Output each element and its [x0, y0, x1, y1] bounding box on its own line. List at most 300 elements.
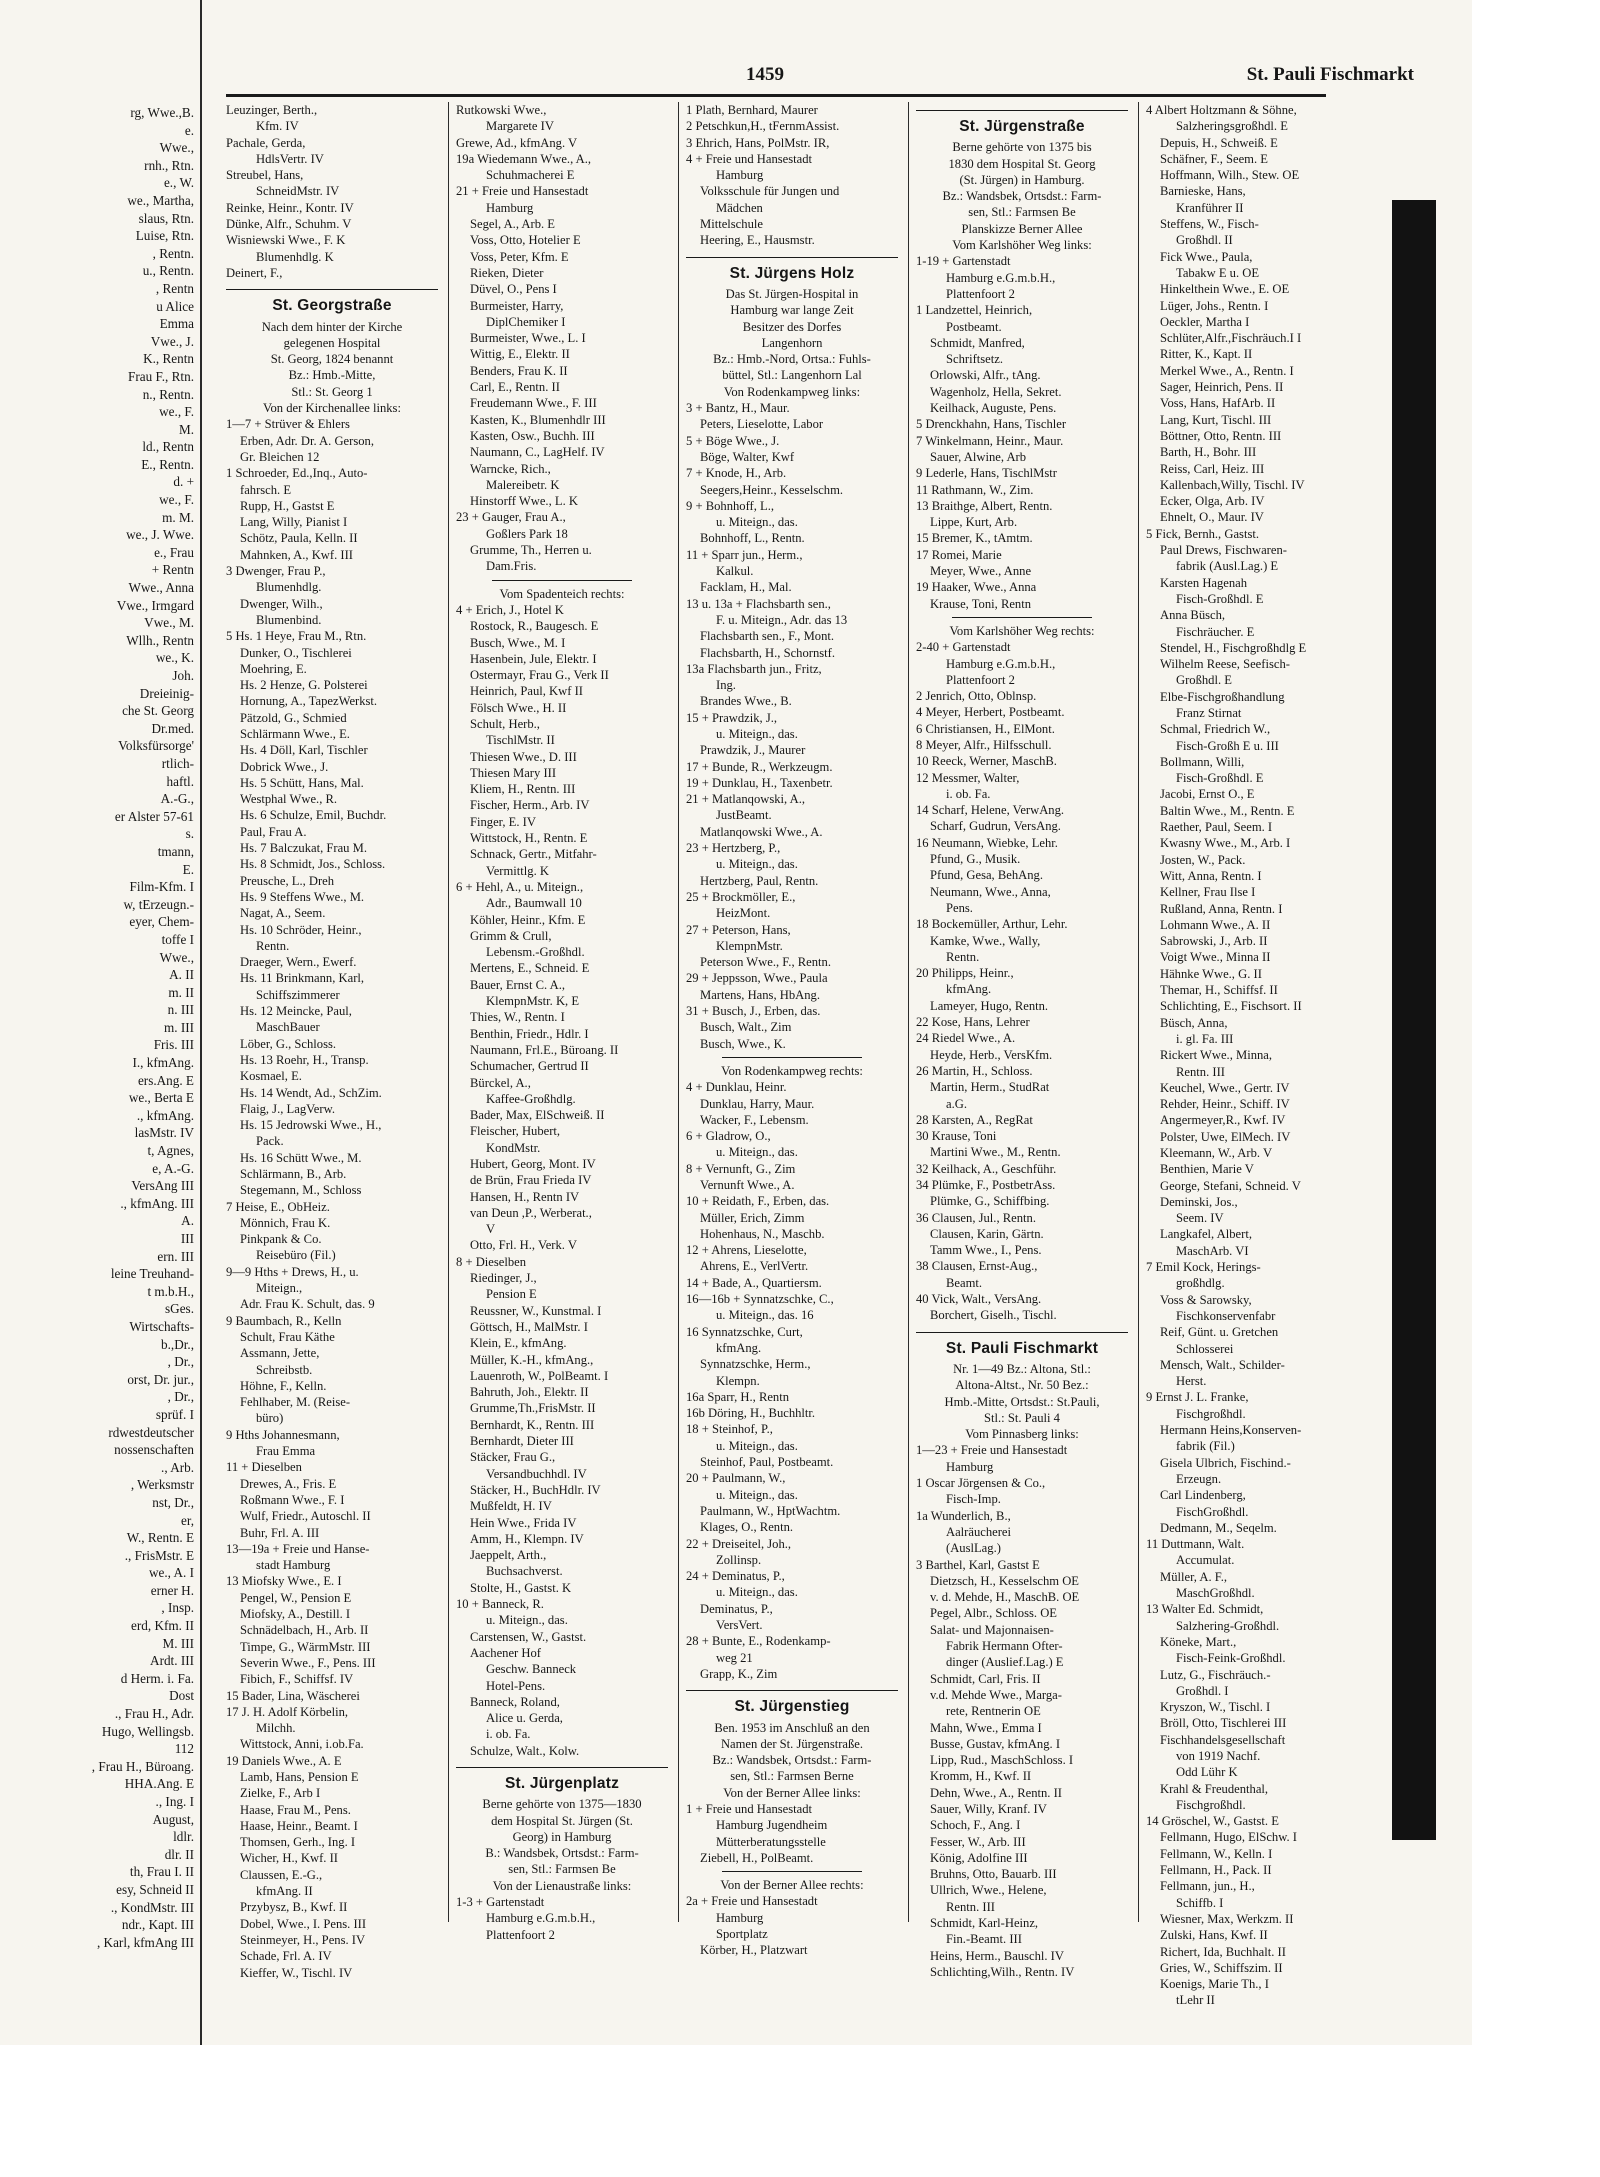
directory-entry: Busch, Wwe., K.	[700, 1036, 786, 1051]
directory-entry: Großhdl. II	[1176, 233, 1233, 248]
directory-entry: 1a Wunderlich, B.,	[916, 1508, 1011, 1523]
street-note: Hamburg war lange Zeit	[730, 303, 854, 318]
directory-entry: Adr., Baumwall 10	[486, 896, 582, 911]
street-heading: St. Jürgenstraße	[916, 110, 1128, 135]
directory-entry: Salzheringsgroßhdl. E	[1176, 119, 1288, 134]
directory-entry: Fabrik Hermann Ofter-	[946, 1639, 1063, 1654]
directory-entry: Claussen, E.-G.,	[240, 1867, 323, 1882]
directory-entry: Goßlers Park 18	[486, 526, 568, 541]
directory-entry: Freudemann Wwe., F. III	[470, 396, 597, 411]
facing-page-line: d Herm. i. Fa.	[120, 1670, 194, 1686]
directory-entry: 38 Clausen, Ernst-Aug.,	[916, 1259, 1038, 1274]
directory-entry: Bruhns, Otto, Bauarb. III	[930, 1867, 1057, 1882]
directory-entry: Franz Stirnat	[1176, 705, 1242, 720]
directory-entry: Rentn.	[946, 949, 980, 964]
facing-page-line: , Dr.,	[167, 1354, 194, 1370]
directory-entry: Dam.Fris.	[486, 559, 537, 574]
street-heading: St. Jürgens Holz	[686, 257, 898, 282]
directory-entry: Thiesen Wwe., D. III	[470, 749, 577, 764]
directory-entry: Oeckler, Martha I	[1160, 314, 1250, 329]
directory-entry: Rickert Wwe., Minna,	[1160, 1048, 1273, 1063]
directory-entry: 16—16b + Synnatzschke, C.,	[686, 1292, 834, 1307]
facing-page-line: we., Martha,	[127, 192, 194, 208]
directory-entry: Fleischer, Hubert,	[470, 1124, 561, 1139]
directory-entry: Fischhandelsgesellschaft	[1160, 1732, 1286, 1747]
directory-entry: Milchh.	[256, 1721, 296, 1736]
directory-entry: Schult, Herb.,	[470, 716, 540, 731]
directory-entry: Wacker, F., Lebensm.	[700, 1112, 809, 1127]
directory-entry: Grimm & Crull,	[470, 928, 552, 943]
facing-page-line: m. II	[168, 984, 194, 1000]
facing-page-line: esy, Schneid II	[116, 1881, 194, 1897]
directory-entry: Deinert, F.,	[226, 265, 283, 280]
directory-entry: 10 + Banneck, R.	[456, 1597, 544, 1612]
facing-page-line: Ardt. III	[150, 1653, 194, 1669]
street-note: Berne gehörte von 1375—1830	[482, 1797, 642, 1812]
directory-entry: Benthin, Friedr., Hdlr. I	[470, 1026, 589, 1041]
directory-entry: 2 Petschkun,H., tFernmAssist.	[686, 119, 840, 134]
directory-entry: 5 Drenckhahn, Hans, Tischler	[916, 417, 1067, 432]
directory-entry: Fellmann, H., Pack. II	[1160, 1863, 1272, 1878]
directory-entry: 19 + Dunklau, H., Taxenbetr.	[686, 775, 833, 790]
street-note: Stl.: St. Pauli 4	[984, 1410, 1060, 1425]
facing-page-line: Hugo, Wellingsb.	[101, 1723, 194, 1739]
directory-entry: 29 + Jeppsson, Wwe., Paula	[686, 971, 828, 986]
facing-page-line: ers.Ang. E	[137, 1072, 194, 1088]
directory-entry: Preusche, L., Dreh	[240, 873, 335, 888]
street-note: Vom Pinnasberg links:	[965, 1427, 1079, 1442]
directory-entry: Stolte, H., Gastst. K	[470, 1580, 572, 1595]
directory-entry: 16 Neumann, Wiebke, Lehr.	[916, 835, 1058, 850]
directory-entry: Müller, A. F.,	[1160, 1569, 1228, 1584]
directory-entry: Schulze, Walt., Kolw.	[470, 1743, 580, 1758]
facing-page-line: e., Frau	[154, 544, 194, 560]
directory-entry: Voss & Sarowsky,	[1160, 1292, 1252, 1307]
directory-entry: 14 Scharf, Helene, VerwAng.	[916, 803, 1065, 818]
directory-entry: Hamburg e.G.m.b.H.,	[486, 1911, 596, 1926]
directory-entry: Riedinger, J.,	[470, 1271, 537, 1286]
street-note: Von Rodenkampweg rechts:	[721, 1063, 863, 1078]
directory-entry: V	[486, 1222, 496, 1237]
directory-entry: 9 Baumbach, R., Kelln	[226, 1313, 342, 1328]
directory-entry: Anna Büsch,	[1160, 608, 1226, 623]
directory-entry: Dietzsch, H., Kesselschm OE	[930, 1573, 1079, 1588]
directory-entry: 9 Ernst J. L. Franke,	[1146, 1390, 1249, 1405]
directory-entry: Burmeister, Wwe., L. I	[470, 331, 586, 346]
directory-entry: 3 + Bantz, H., Maur.	[686, 401, 790, 416]
facing-page-line: th, Frau I. II	[129, 1864, 194, 1880]
directory-entry: Heering, E., Hausmstr.	[700, 233, 815, 248]
directory-entry: Höhne, F., Kelln.	[240, 1378, 327, 1393]
directory-entry: Schade, Frl. A. IV	[240, 1949, 332, 1964]
directory-entry: i. ob. Fa.	[486, 1727, 531, 1742]
directory-entry: Großhdl. I	[1176, 1683, 1229, 1698]
directory-entry: Klein, E., kfmAng.	[470, 1336, 567, 1351]
directory-entry: Löber, G., Schloss.	[240, 1036, 337, 1051]
directory-entry: Kwasny Wwe., M., Arb. I	[1160, 836, 1291, 851]
directory-entry: 9—9 Hths + Drews, H., u.	[226, 1264, 359, 1279]
directory-entry: Naumann, Frl.E., Büroang. II	[470, 1042, 619, 1057]
directory-entry: u. Miteign., das.	[486, 1613, 568, 1628]
directory-entry: Mensch, Walt., Schilder-	[1160, 1357, 1285, 1372]
facing-page-line: E., Rentn.	[141, 456, 194, 472]
directory-entry: Pfund, Gesa, BehAng.	[930, 868, 1043, 883]
directory-entry: Dedmann, M., Seqelm.	[1160, 1520, 1277, 1535]
directory-entry: Großhdl. E	[1176, 673, 1232, 688]
directory-entry: Versandbuchhdl. IV	[486, 1466, 587, 1481]
directory-entry: Schnack, Gertr., Mitfahr-	[470, 847, 597, 862]
street-note: Von der Lienaustraße links:	[492, 1878, 632, 1893]
directory-entry: Paulmann, W., HptWachtm.	[700, 1503, 841, 1518]
directory-entry: Odd Lühr K	[1176, 1765, 1238, 1780]
directory-entry: Vernunft Wwe., A.	[700, 1178, 795, 1192]
directory-entry: VersVert.	[716, 1618, 763, 1633]
directory-entry: Mertens, E., Schneid. E	[470, 961, 590, 976]
directory-entry: Steffens, W., Fisch-	[1160, 217, 1259, 232]
directory-entry: Hs. 9 Steffens Wwe., M.	[240, 889, 365, 904]
directory-entry: Körber, H., Platzwart	[700, 1943, 808, 1958]
directory-entry: 19 Haaker, Wwe., Anna	[916, 580, 1037, 595]
directory-entry: Fellmann, W., Kelln. I	[1160, 1846, 1273, 1861]
directory-entry: kfmAng. II	[256, 1884, 313, 1899]
directory-entry: 14 + Bade, A., Quartiersm.	[686, 1275, 822, 1290]
facing-page-line: nossenschaften	[114, 1442, 194, 1458]
street-note: St. Georg, 1824 benannt	[270, 352, 394, 367]
directory-entry: Brandes Wwe., B.	[700, 694, 792, 709]
directory-entry: 20 Philipps, Heinr.,	[916, 966, 1014, 981]
directory-entry: Barnieske, Hans,	[1160, 184, 1246, 199]
directory-entry: Haase, Heinr., Beamt. I	[240, 1818, 358, 1833]
section-rule	[492, 580, 632, 581]
directory-entry: Rentn. III	[946, 1899, 995, 1914]
facing-page-line: slaus, Rtn.	[138, 210, 194, 226]
column-3	[686, 102, 898, 1958]
directory-entry: Düvel, O., Pens I	[470, 282, 557, 297]
directory-entry: Thomsen, Gerh., Ing. I	[240, 1835, 356, 1850]
directory-entry: Hs. 16 Schütt Wwe., M.	[240, 1150, 362, 1165]
directory-entry: v. d. Mehde, H., MaschB. OE	[930, 1590, 1080, 1605]
directory-entry: Fehlhaber, M. (Reise-	[240, 1395, 351, 1410]
directory-entry: Lutz, G., Fischräuch.-	[1160, 1667, 1271, 1682]
directory-entry: Heinrich, Paul, Kwf II	[470, 684, 583, 699]
facing-page-line: we., J. Wwe.	[126, 527, 194, 543]
directory-entry: Erzeugn.	[1176, 1471, 1222, 1486]
directory-entry: Wagenholz, Hella, Sekret.	[930, 384, 1062, 399]
street-heading: St. Jürgenplatz	[456, 1767, 668, 1792]
directory-entry: Kranführer II	[1176, 200, 1244, 215]
directory-entry: 1 Landzettel, Heinrich,	[916, 303, 1033, 318]
facing-page-line: e.	[184, 122, 194, 138]
directory-entry: 4 Meyer, Herbert, Postbeamt.	[916, 705, 1065, 720]
directory-entry: Schumacher, Gertrud II	[470, 1059, 589, 1074]
directory-entry: Dehn, Wwe., A., Rentn. II	[930, 1785, 1062, 1800]
directory-entry: Zulski, Hans, Kwf. II	[1160, 1928, 1268, 1943]
directory-entry: Köhler, Heinr., Kfm. E	[470, 912, 586, 927]
directory-entry: Bernhardt, Dieter III	[470, 1434, 574, 1449]
directory-entry: Kalkul.	[716, 564, 754, 579]
directory-entry: Lebensm.-Großhdl.	[486, 945, 585, 960]
facing-page-line: we., Berta E	[128, 1090, 194, 1106]
directory-entry: Ing.	[716, 678, 736, 693]
facing-page-line: eyer, Chem-	[129, 914, 194, 930]
directory-entry: u. Miteign., das.	[716, 1145, 798, 1160]
directory-entry: Klages, O., Rentn.	[700, 1520, 794, 1535]
directory-entry: Seegers,Heinr., Kesselschm.	[700, 482, 844, 497]
directory-entry: Kieffer, W., Tischl. IV	[240, 1965, 353, 1980]
directory-entry: Kosmael, E.	[240, 1069, 302, 1084]
directory-entry: Dwenger, Wilh.,	[240, 596, 323, 611]
directory-entry: Kamke, Wwe., Wally,	[930, 933, 1041, 948]
facing-page-line: , Karl, kfmAng III	[96, 1934, 194, 1950]
directory-entry: 16a Sparr, H., Rentn	[686, 1389, 790, 1404]
directory-entry: 6 Christiansen, H., ElMont.	[916, 721, 1055, 736]
directory-entry: Aachener Hof	[470, 1645, 541, 1660]
directory-entry: Borchert, Giselh., Tischl.	[930, 1308, 1057, 1323]
directory-entry: Bröll, Otto, Tischlerei III	[1160, 1716, 1287, 1731]
facing-page-line: s.	[185, 826, 194, 842]
directory-entry: Pegel, Albr., Schloss. OE	[930, 1606, 1057, 1621]
facing-page-line: lasMstr. IV	[134, 1125, 194, 1141]
directory-entry: Pätzold, G., Schmied	[240, 710, 347, 725]
directory-entry: Lauenroth, W., PolBeamt. I	[470, 1368, 609, 1383]
directory-entry: Erben, Adr. Dr. A. Gerson,	[240, 433, 374, 448]
directory-entry: 13 Braithge, Albert, Rentn.	[916, 498, 1053, 513]
directory-entry: 17 J. H. Adolf Körbelin,	[226, 1704, 349, 1719]
directory-entry: 30 Krause, Toni	[916, 1129, 997, 1144]
directory-entry: 1 Plath, Bernhard, Maurer	[686, 103, 818, 117]
directory-entry: Schlosserei	[1176, 1341, 1234, 1356]
directory-entry: Raether, Paul, Seem. I	[1160, 820, 1273, 835]
street-note: Bz.: Wandsbek, Ortsdst.: Farm-	[712, 1753, 872, 1768]
directory-entry: Langkafel, Albert,	[1160, 1227, 1252, 1242]
directory-entry: 1-19 + Gartenstadt	[916, 254, 1011, 269]
directory-entry: Bürckel, A.,	[470, 1075, 531, 1090]
facing-page-line: Luise, Rtn.	[135, 228, 194, 244]
directory-entry: 36 Clausen, Jul., Rentn.	[916, 1210, 1036, 1225]
facing-page-line: ., Ing. I	[155, 1794, 194, 1809]
directory-entry: 4 + Freie und Hansestadt	[686, 151, 813, 166]
directory-entry: Hs. 11 Brinkmann, Karl,	[240, 971, 365, 986]
directory-entry: Bahruth, Joh., Elektr. II	[470, 1385, 589, 1400]
directory-entry: Martens, Hans, HbAng.	[700, 987, 820, 1002]
directory-entry: Hoffmann, Wilh., Stew. OE	[1160, 168, 1300, 183]
directory-entry: Köneke, Mart.,	[1160, 1634, 1237, 1649]
directory-entry: Martini Wwe., M., Rentn.	[930, 1145, 1061, 1160]
facing-page-line: dlr. II	[164, 1846, 194, 1862]
facing-page-line: w, tErzeugn.-	[123, 896, 194, 912]
directory-entry: Carstensen, W., Gastst.	[470, 1629, 587, 1644]
directory-entry: Baltin Wwe., M., Rentn. E	[1160, 803, 1295, 818]
directory-entry: Barth, H., Bohr. III	[1160, 445, 1257, 460]
directory-entry: Moehring, E.	[240, 661, 307, 676]
directory-entry: Rehder, Heinr., Schiff. IV	[1160, 1097, 1290, 1112]
directory-entry: Jacobi, Ernst O., E	[1160, 787, 1255, 802]
facing-page-line: haftl.	[166, 773, 194, 789]
directory-entry: 12 Messmer, Walter,	[916, 770, 1020, 785]
directory-entry: Schäfner, F., Seem. E	[1160, 151, 1268, 166]
directory-entry: Deminski, Jos.,	[1160, 1194, 1238, 1209]
directory-entry: MaschBauer	[256, 1020, 320, 1035]
directory-entry: Depuis, H., Schweiß. E	[1160, 135, 1278, 150]
facing-page-line: , Insp.	[161, 1600, 194, 1616]
directory-entry: 9 Lederle, Hans, TischlMstr	[916, 466, 1057, 481]
directory-entry: Hs. 2 Henze, G. Polsterei	[240, 678, 368, 693]
directory-entry: 5 Fick, Bernh., Gastst.	[1146, 526, 1259, 541]
street-note: Langenhorn	[761, 335, 823, 350]
column-2	[456, 102, 668, 1942]
street-note: Von Rodenkampweg links:	[723, 384, 861, 399]
facing-page-line: sGes.	[165, 1301, 194, 1317]
street-note: (St. Jürgen) in Hamburg.	[959, 172, 1085, 187]
facing-page-line: we., F.	[159, 492, 194, 508]
directory-entry: 21 + Matlanqowski, A.,	[686, 792, 806, 807]
directory-entry: Themar, H., Schiffsf. II	[1160, 983, 1278, 998]
directory-entry: rete, Rentnerin OE	[946, 1704, 1041, 1719]
directory-entry: Hamburg	[946, 1459, 994, 1474]
street-note: Namen der St. Jürgenstraße.	[720, 1736, 864, 1751]
directory-entry: Prawdzik, J., Maurer	[700, 743, 806, 758]
directory-entry: Kromm, H., Kwf. II	[930, 1769, 1032, 1784]
directory-entry: Rupp, H., Gastst E	[240, 498, 335, 513]
facing-page-line: ., Frau H., Adr.	[114, 1706, 194, 1722]
directory-entry: Nagat, A., Seem.	[240, 906, 326, 921]
street-heading: St. Jürgenstieg	[686, 1690, 898, 1715]
directory-entry: 8 + Dieselben	[456, 1254, 527, 1269]
facing-page-line: tmann,	[157, 843, 194, 859]
directory-entry: Hamburg	[486, 200, 534, 215]
directory-entry: Hs. 14 Wendt, Ad., SchZim.	[240, 1085, 382, 1100]
directory-entry: Ziebell, H., PolBeamt.	[700, 1850, 814, 1865]
directory-entry: Koenigs, Marie Th., I	[1160, 1977, 1269, 1992]
directory-entry: u. Miteign., das.	[716, 857, 798, 872]
directory-entry: Severin Wwe., F., Pens. III	[240, 1655, 376, 1670]
directory-entry: Peters, Lieselotte, Labor	[700, 417, 824, 432]
column-5	[1146, 102, 1358, 2008]
directory-entry: Schlärmann Wwe., E.	[240, 726, 350, 741]
directory-entry: TischlMstr. II	[486, 733, 555, 748]
directory-entry: Rußland, Anna, Rentn. I	[1160, 901, 1283, 916]
directory-entry: Hinstorff Wwe., L. K	[470, 494, 578, 509]
directory-entry: 24 Riedel Wwe., A.	[916, 1031, 1016, 1046]
facing-page-line: er,	[180, 1512, 194, 1528]
directory-entry: Fesser, W., Arb. III	[930, 1834, 1026, 1849]
directory-entry: Bohnhoff, L., Rentn.	[700, 531, 805, 546]
directory-entry: Fölsch Wwe., H. II	[470, 700, 567, 715]
directory-entry: Miteign.,	[256, 1281, 303, 1296]
directory-entry: Drewes, A., Fris. E	[240, 1476, 337, 1491]
directory-entry: Lippe, Kurt, Arb.	[930, 515, 1018, 530]
page-number: 1459	[746, 64, 784, 85]
directory-entry: Mahnken, A., Kwf. III	[240, 547, 353, 562]
directory-entry: Pachale, Gerda,	[226, 135, 306, 150]
street-note: Planskizze Berner Allee	[961, 221, 1083, 236]
directory-entry: 27 + Peterson, Hans,	[686, 922, 791, 937]
directory-entry: Ehnelt, O., Maur. IV	[1160, 510, 1264, 525]
directory-entry: Merkel Wwe., A., Rentn. I	[1160, 363, 1294, 378]
directory-entry: Sauer, Alwine, Arb	[930, 449, 1027, 464]
directory-entry: Fisch-Großhdl. E	[1176, 591, 1264, 606]
directory-entry: Streubel, Hans,	[226, 168, 304, 183]
directory-entry: Karsten Hagenah	[1160, 575, 1248, 590]
directory-entry: 3 Dwenger, Frau P.,	[226, 564, 326, 579]
directory-entry: 13 Miofsky Wwe., E. I	[226, 1574, 342, 1589]
directory-entry: Schult, Frau Käthe	[240, 1329, 335, 1344]
facing-page-line: we., A. I	[148, 1565, 194, 1581]
column-4	[916, 102, 1128, 1979]
facing-page-line: t, Agnes,	[147, 1143, 194, 1159]
directory-entry: Lüger, Johs., Rentn. I	[1160, 298, 1269, 313]
directory-entry: Grewe, Ad., kfmAng. V	[456, 135, 578, 150]
directory-entry: Przybysz, B., Kwf. II	[240, 1900, 348, 1915]
street-note: B.: Wandsbek, Ortsdst.: Farm-	[485, 1846, 639, 1861]
directory-entry: Hotel-Pens.	[486, 1678, 546, 1693]
facing-page-line: ., kfmAng. III	[120, 1195, 194, 1211]
directory-entry: 1-3 + Gartenstadt	[456, 1895, 545, 1910]
directory-entry: Lang, Willy, Pianist I	[240, 515, 348, 530]
directory-entry: Synnatzschke, Herm.,	[700, 1357, 811, 1372]
directory-entry: Angermeyer,R., Kwf. IV	[1160, 1113, 1286, 1128]
directory-entry: Reiss, Carl, Heiz. III	[1160, 461, 1265, 476]
directory-entry: Ritter, K., Kapt. II	[1160, 347, 1253, 362]
directory-entry: Scharf, Gudrun, VersAng.	[930, 819, 1061, 834]
directory-entry: Hamburg	[716, 1910, 764, 1925]
directory-entry: 5 + Böge Wwe., J.	[686, 433, 780, 448]
directory-entry: Krahl & Freudenthal,	[1160, 1781, 1269, 1796]
directory-entry: Hs. 12 Meincke, Paul,	[240, 1004, 352, 1019]
directory-entry: Wilhelm Reese, Seefisch-	[1160, 657, 1290, 672]
directory-entry: van Deun ,P., Werberat.,	[470, 1205, 592, 1220]
directory-entry: Hansen, H., Rentn IV	[470, 1189, 580, 1204]
directory-entry: Meyer, Wwe., Anne	[930, 564, 1032, 579]
directory-entry: 23 + Gauger, Frau A.,	[456, 510, 566, 525]
directory-entry: Fin.-Beamt. III	[946, 1932, 1022, 1947]
directory-entry: Flachsbarth sen., F., Mont.	[700, 629, 835, 644]
directory-entry: Flaig, J., LagVerw.	[240, 1101, 336, 1116]
directory-entry: 8 + Vernunft, G., Zim	[686, 1161, 796, 1176]
directory-entry: Postbeamt.	[946, 319, 1002, 334]
directory-entry: Burmeister, Harry,	[470, 298, 564, 313]
directory-entry: Reif, Günt. u. Gretchen	[1160, 1325, 1279, 1340]
directory-entry: Mönnich, Frau K.	[240, 1215, 331, 1230]
directory-entry: Mütterberatungsstelle	[716, 1834, 826, 1849]
directory-entry: Sportplatz	[716, 1927, 768, 1942]
directory-entry: 1 Oscar Jörgensen & Co.,	[916, 1476, 1046, 1491]
directory-entry: Miofsky, A., Destill. I	[240, 1607, 351, 1622]
directory-entry: Josten, W., Pack.	[1160, 852, 1246, 867]
facing-page-line: m. III	[163, 1019, 194, 1035]
directory-entry: 22 + Dreiseitel, Joh.,	[686, 1536, 792, 1551]
facing-page-line: 112	[174, 1741, 194, 1757]
directory-entry: 19 Daniels Wwe., A. E	[226, 1753, 342, 1768]
directory-entry: i. ob. Fa.	[946, 786, 991, 801]
facing-page-line: rg, Wwe.,B.	[130, 105, 194, 120]
directory-entry: Klempn.	[716, 1373, 760, 1388]
directory-entry: Margarete IV	[486, 119, 554, 134]
street-note: Nach dem hinter der Kirche	[261, 319, 403, 334]
directory-entry: 11 Duttmann, Walt.	[1146, 1537, 1245, 1552]
directory-entry: tLehr II	[1176, 1993, 1215, 2008]
facing-page-line: K., Rentn	[143, 351, 194, 367]
directory-entry: 2-40 + Gartenstadt	[916, 640, 1011, 655]
directory-entry: MaschArb. VI	[1176, 1243, 1249, 1258]
directory-entry: dinger (Auslief.Lag.) E	[946, 1655, 1064, 1670]
directory-entry: Kasten, K., Blumenhdlr III	[470, 412, 606, 427]
facing-page-line: August,	[152, 1811, 194, 1827]
section-rule	[722, 1871, 862, 1872]
facing-page-line: u., Rentn.	[142, 263, 194, 279]
directory-entry: Kallenbach,Willy, Tischl. IV	[1160, 477, 1305, 492]
directory-entry: 34 Plümke, F., PostbetrAss.	[916, 1178, 1056, 1192]
